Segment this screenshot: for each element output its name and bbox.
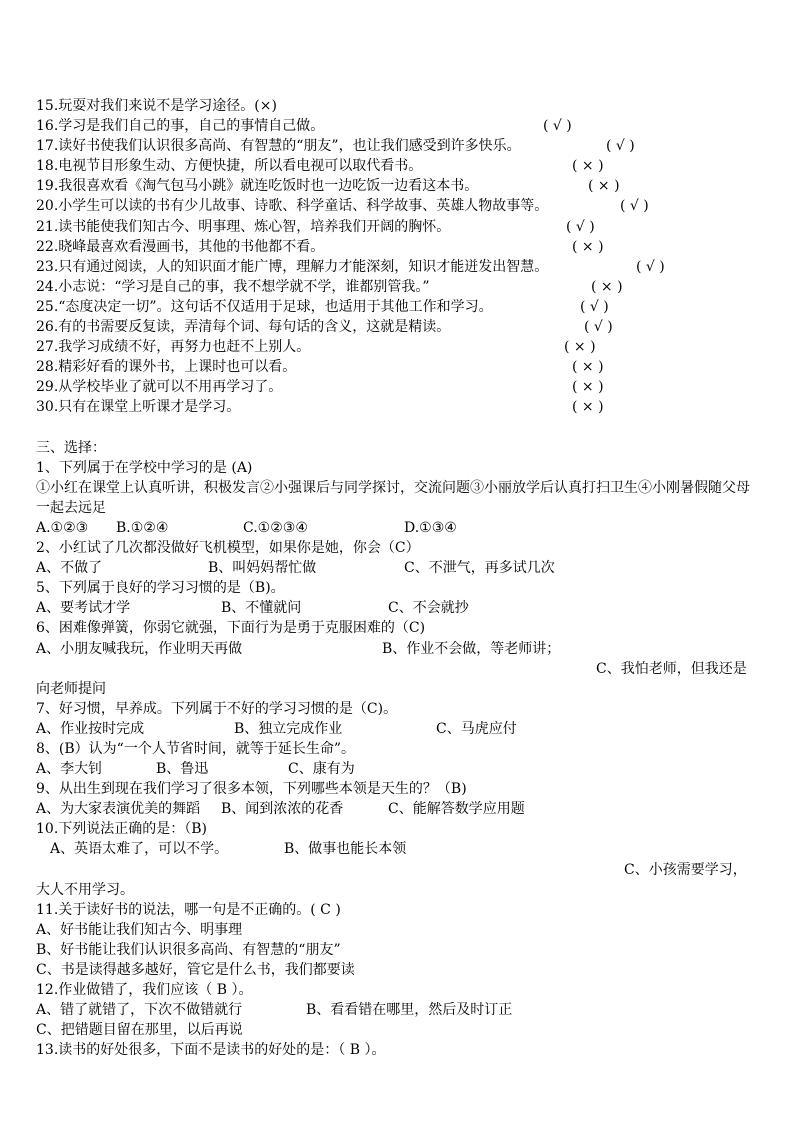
- judgment-text: 28.精彩好看的课外书，上课时也可以看。: [36, 359, 297, 376]
- judgment-18: [36, 156, 760, 176]
- judgment-text: 22.晓峰最喜欢看漫画书，其他的书他都不看。: [36, 238, 325, 255]
- judgment-16: [36, 116, 760, 136]
- question-stem: 5、下列属于良好的学习习惯的是（B)。: [36, 580, 285, 597]
- option-b: B、看看错在哪里，然后及时订正: [306, 1002, 513, 1019]
- option-c: C、我怕老师，但我还是向老师提问: [36, 660, 747, 697]
- option-b: B、不懂就问: [221, 600, 302, 617]
- option-b: B、作业不会做，等老师讲；: [382, 640, 561, 657]
- question-description: ①小红在课堂上认真听讲，积极发言②小强课后与同学探讨，交流问题③小丽放学后认真打扫卫生④小刚暑假随父母一起去远足: [36, 479, 750, 516]
- section-heading: 三、选择：: [36, 439, 106, 456]
- option-c: C、把错题目留在那里，以后再说: [36, 1022, 243, 1039]
- judgment-text: 19.我很喜欢看《淘气包马小跳》就连吃饭时也一边吃饭一边看这本书。: [36, 178, 479, 195]
- question-options: [36, 518, 760, 538]
- option-c: C、康有为: [288, 761, 355, 778]
- option-b: B、好书能让我们认识很多高尚、有智慧的“朋友”: [36, 941, 341, 958]
- option-a: A、要考试才学: [36, 600, 131, 617]
- question-stem: 11.关于读好书的说法，哪一句是不正确的。( C ): [36, 901, 341, 918]
- judgment-text: 30.只有在课堂上听课才是学习。: [36, 399, 241, 416]
- option-a: A、不做了: [36, 560, 103, 577]
- question-options: [36, 719, 760, 739]
- judgment-26: [36, 317, 760, 337]
- judgment-25: [36, 297, 760, 317]
- option-c: C、不泄气，再多试几次: [404, 560, 555, 577]
- judgment-mark: ( × ): [572, 238, 604, 255]
- worksheet: [36, 96, 760, 1061]
- option-c: C、书是读得越多越好，管它是什么书，我们都要读: [36, 962, 355, 979]
- judgment-text: 29.从学校毕业了就可以不用再学习了。: [36, 379, 283, 396]
- option-c: C、能解答数学应用题: [388, 801, 525, 818]
- question-options: [36, 558, 760, 578]
- judgment-27: [36, 337, 760, 357]
- judgment-mark: ( √ ): [566, 218, 595, 235]
- question-options: [36, 799, 760, 819]
- judgment-text: 24.小志说：“学习是自己的事，我不想学就不学，谁都别管我。”: [36, 278, 430, 295]
- judgment-22: [36, 237, 760, 257]
- judgment-30: [36, 397, 760, 417]
- judgment-mark: ( × ): [572, 359, 604, 376]
- question-stem: 13.读书的好处很多，下面不是读书的好处的是：（ B ）。: [36, 1042, 386, 1059]
- judgment-text: 20.小学生可以读的书有少儿故事、诗歌、科学童话、科学故事、英雄人物故事等。: [36, 198, 549, 215]
- judgment-text: 27.我学习成绩不好，再努力也赶不上别人。: [36, 339, 311, 356]
- judgment-mark: ( × ): [588, 178, 620, 195]
- judgment-mark: ( √ ): [606, 138, 635, 155]
- judgment-text: 15.玩耍对我们来说不是学习途径。(×): [36, 98, 277, 114]
- question-stem: 7、好习惯，早养成。下列属于不好的学习习惯的是（C)。: [36, 700, 398, 717]
- judgment-24: [36, 277, 760, 297]
- judgment-text: 16.学习是我们自己的事，自己的事情自己做。: [36, 118, 325, 135]
- option-a: A.①②③: [36, 519, 89, 536]
- option-a: A、错了就错了，下次不做错就行: [36, 1002, 243, 1019]
- judgment-text: 26.有的书需要反复读，弄清每个词、每句话的含义，这就是精读。: [36, 319, 451, 336]
- judgment-mark: ( √ ): [636, 258, 665, 275]
- question-stem: 9、从出生到现在我们学习了很多本领，下列哪些本领是天生的？（B): [36, 781, 467, 798]
- option-a: A、小朋友喊我玩，作业明天再做: [36, 640, 243, 657]
- option-c: C、小孩需要学习，大人不用学习。: [36, 861, 747, 898]
- option-b: B、做事也能长本领: [284, 841, 407, 858]
- judgment-28: [36, 357, 760, 377]
- judgment-mark: ( × ): [564, 339, 596, 356]
- judgment-20: [36, 196, 760, 216]
- judgment-text: 17.读好书使我们认识很多高尚、有智慧的“朋友”，也让我们感受到许多快乐。: [36, 138, 521, 155]
- judgment-text: 23.只有通过阅读，人的知识面才能广博，理解力才能深刻，知识才能迸发出智慧。: [36, 258, 549, 275]
- option-a: A、为大家表演优美的舞蹈: [36, 801, 201, 818]
- option-c: C、马虎应付: [436, 720, 517, 737]
- judgment-15: [36, 96, 760, 116]
- judgment-mark: ( × ): [572, 379, 604, 396]
- option-a: A、好书能让我们知古今、明事理: [36, 921, 243, 938]
- judgment-mark: ( √ ): [580, 298, 609, 315]
- question-options: [36, 598, 760, 618]
- judgment-mark: ( √ ): [620, 198, 649, 215]
- option-d: D.①③④: [404, 519, 457, 536]
- judgment-text: 21.读书能使我们知古今、明事理、炼心智，培养我们开阔的胸怀。: [36, 218, 451, 235]
- question-options: [36, 839, 760, 859]
- question-options: [36, 759, 760, 779]
- option-b: B、鲁迅: [156, 761, 209, 778]
- option-b: B、闻到浓浓的花香: [221, 801, 344, 818]
- judgment-mark: ( √ ): [543, 118, 572, 135]
- option-b: B.①②④: [116, 519, 169, 536]
- judgment-23: [36, 257, 760, 277]
- option-a: A、李大钊: [36, 761, 103, 778]
- option-c: C、不会就抄: [388, 600, 469, 617]
- question-stem: 8、(B）认为“一个人节省时间，就等于延长生命”。: [36, 741, 355, 757]
- option-b: B、独立完成作业: [234, 720, 343, 737]
- judgment-29: [36, 377, 760, 397]
- question-options: [36, 1000, 760, 1020]
- judgment-mark: ( × ): [591, 278, 623, 295]
- option-b: B、叫妈妈帮忙做: [208, 560, 317, 577]
- question-options: [36, 639, 760, 659]
- judgment-text: 25.“态度决定一切”。这句话不仅适用于足球，也适用于其他工作和学习。: [36, 298, 493, 315]
- question-stem: 2、小红试了几次都没做好飞机模型，如果你是她，你会（C）: [36, 540, 420, 557]
- judgment-mark: ( × ): [572, 158, 604, 175]
- question-stem: 12.作业做错了，我们应该（ B ）。: [36, 982, 253, 999]
- section-gap: [36, 418, 760, 438]
- judgment-text: 18.电视节目形象生动、方便快捷，所以看电视可以取代看书。: [36, 158, 423, 175]
- judgment-21: [36, 217, 760, 237]
- question-stem: 10.下列说法正确的是：（B): [36, 821, 208, 838]
- judgment-mark: ( √ ): [584, 319, 613, 336]
- option-a: A、英语太难了，可以不学。: [50, 841, 229, 858]
- judgment-19: [36, 176, 760, 196]
- option-c: C.①②③④: [243, 519, 308, 536]
- question-stem: 1、下列属于在学校中学习的是 (A): [36, 459, 253, 476]
- judgment-17: [36, 136, 760, 156]
- option-a: A、作业按时完成: [36, 720, 145, 737]
- question-stem: 6、困难像弹簧，你弱它就强，下面行为是勇于克服困难的（C): [36, 620, 426, 637]
- judgment-mark: ( × ): [572, 399, 604, 416]
